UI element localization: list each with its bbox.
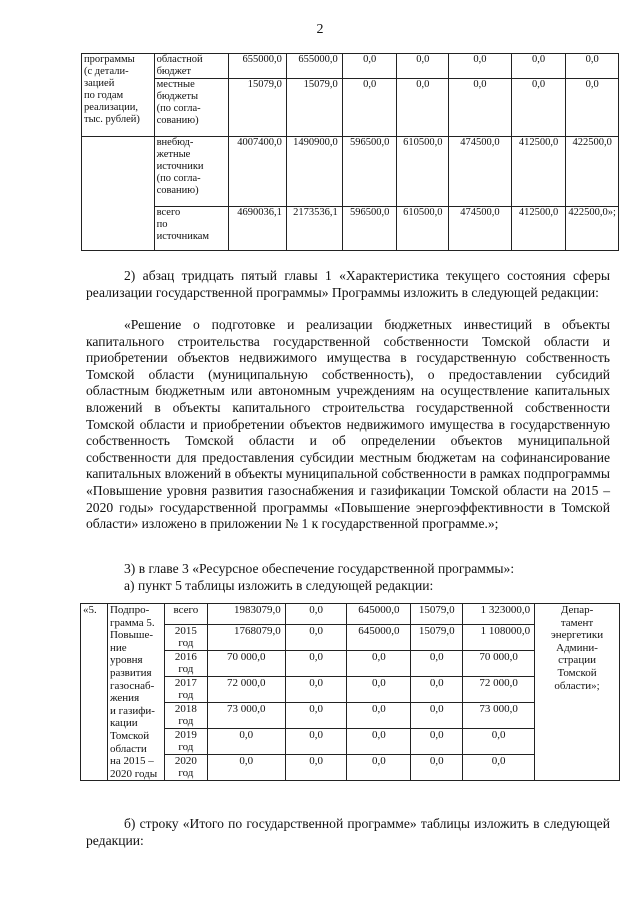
program-label-cell: программы (с детали- зацией по годам реализации, тыс. рублей): [82, 54, 155, 137]
funding-source-cell: всего по источникам: [154, 207, 229, 251]
value-cell: 474500,0: [449, 207, 511, 251]
value-cell: 0,0: [347, 703, 411, 729]
value-cell: 412500,0: [511, 137, 566, 207]
value-cell: 1 108000,0: [463, 624, 535, 650]
period-cell: 2017 год: [164, 676, 207, 702]
paragraph-item-2: 2) абзац тридцать пятый главы 1 «Характеристика текущего состояния сферы реализации государственной программы» Программы изложить в следующей редакции:: [86, 268, 610, 300]
value-cell: 0,0: [285, 604, 347, 625]
value-cell: 422500,0»;: [566, 207, 619, 251]
value-cell: 655000,0: [229, 54, 287, 79]
value-cell: 0,0: [397, 79, 449, 137]
period-cell: 2015 год: [164, 624, 207, 650]
paragraph-item-3a: а) пункт 5 таблицы изложить в следующей редакции:: [124, 578, 434, 593]
value-cell: 0,0: [566, 54, 619, 79]
value-cell: 2173536,1: [286, 207, 342, 251]
period-cell: 2020 год: [164, 755, 207, 781]
value-cell: 655000,0: [286, 54, 342, 79]
value-cell: 412500,0: [511, 207, 566, 251]
value-cell: 0,0: [285, 703, 347, 729]
value-cell: 15079,0: [411, 624, 463, 650]
value-cell: 1 323000,0: [463, 604, 535, 625]
value-cell: 0,0: [347, 650, 411, 676]
paragraph-quote: «Решение о подготовке и реализации бюджетных инвестиций в объекты капитального строительства государственной собственности Томской области и приобретении объектов недвижимого имущества в государственную собственность Томской области (муниципальную собственность), о предоставлении субсидий областным бюджетным или автономным учреждениям на осуществление капитальных вложений в объекты капитального строительства государственной собственности Томской области и приобретении объектов недвижимого имущества в государственную собственность Томской области и об определении объектов муниципальной собственности для предоставления субсидии местным бюджетам на софинансирование капитальных вложений в объекты муниципальной собственности в рамках подпрограммы «Повышение уровня развития газоснабжения и газификации Томской области на 2015 – 2020 годы» государственной программы «Повышение энергоэффективности в Томской области» изложено в приложении № 1 к государственной программе.»;: [86, 317, 610, 532]
value-cell: 0,0: [347, 729, 411, 755]
subprogram-5-table: [80, 603, 620, 781]
value-cell: 70 000,0: [463, 650, 535, 676]
value-cell: 0,0: [411, 755, 463, 781]
value-cell: 596500,0: [342, 137, 397, 207]
item-number-cell: «5.: [81, 604, 108, 781]
paragraph-item-3b: б) строку «Итого по государственной программе» таблицы изложить в следующей редакции:: [86, 816, 610, 848]
table-row: [82, 137, 619, 207]
value-cell: 72 000,0: [207, 676, 285, 702]
value-cell: 645000,0: [347, 604, 411, 625]
value-cell: 596500,0: [342, 207, 397, 251]
value-cell: 610500,0: [397, 207, 449, 251]
value-cell: 1983079,0: [207, 604, 285, 625]
funding-source-cell: областной бюджет: [154, 54, 229, 79]
department-cell: Депар- тамент энергетики Админи- страции Томской области»;: [535, 604, 620, 781]
value-cell: 0,0: [411, 676, 463, 702]
value-cell: 0,0: [411, 729, 463, 755]
value-cell: 73 000,0: [207, 703, 285, 729]
subprogram-name-cell: Подпро- грамма 5. Повыше- ние уровня развития газоснаб- жения и газифи- кации Томской области на 2015 – 2020 годы: [107, 604, 164, 781]
period-cell: 2016 год: [164, 650, 207, 676]
funding-source-cell: местные бюджеты (по согла- сованию): [154, 79, 229, 137]
value-cell: 0,0: [342, 54, 397, 79]
funding-table-top: [81, 53, 619, 251]
value-cell: 15079,0: [286, 79, 342, 137]
value-cell: 1768079,0: [207, 624, 285, 650]
value-cell: 0,0: [207, 755, 285, 781]
table-row: [82, 207, 619, 251]
value-cell: 0,0: [511, 54, 566, 79]
page-number: 2: [316, 22, 324, 37]
value-cell: 0,0: [463, 755, 535, 781]
value-cell: 0,0: [207, 729, 285, 755]
value-cell: 0,0: [285, 650, 347, 676]
value-cell: 0,0: [411, 650, 463, 676]
table-row: [82, 79, 619, 137]
value-cell: 0,0: [347, 755, 411, 781]
period-cell: 2019 год: [164, 729, 207, 755]
paragraph-item-3: 3) в главе 3 «Ресурсное обеспечение государственной программы»:: [124, 561, 515, 576]
value-cell: 73 000,0: [463, 703, 535, 729]
table-row: [82, 54, 619, 79]
funding-source-cell: внебюд- жетные источники (по согла- сованию): [154, 137, 229, 207]
value-cell: 0,0: [511, 79, 566, 137]
value-cell: 422500,0: [566, 137, 619, 207]
value-cell: 0,0: [566, 79, 619, 137]
value-cell: 0,0: [397, 54, 449, 79]
value-cell: 0,0: [342, 79, 397, 137]
value-cell: 4690036,1: [229, 207, 287, 251]
value-cell: 1490900,0: [286, 137, 342, 207]
value-cell: 0,0: [463, 729, 535, 755]
value-cell: 15079,0: [229, 79, 287, 137]
value-cell: 70 000,0: [207, 650, 285, 676]
value-cell: 0,0: [285, 729, 347, 755]
program-label-cell-empty: [82, 137, 155, 251]
value-cell: 0,0: [411, 703, 463, 729]
value-cell: 0,0: [285, 676, 347, 702]
value-cell: 0,0: [347, 676, 411, 702]
value-cell: 474500,0: [449, 137, 511, 207]
value-cell: 0,0: [449, 54, 511, 79]
value-cell: 15079,0: [411, 604, 463, 625]
period-cell: 2018 год: [164, 703, 207, 729]
value-cell: 4007400,0: [229, 137, 287, 207]
value-cell: 0,0: [285, 624, 347, 650]
value-cell: 610500,0: [397, 137, 449, 207]
value-cell: 0,0: [285, 755, 347, 781]
value-cell: 0,0: [449, 79, 511, 137]
value-cell: 72 000,0: [463, 676, 535, 702]
value-cell: 645000,0: [347, 624, 411, 650]
table-row: [81, 604, 620, 625]
period-cell: всего: [164, 604, 207, 625]
